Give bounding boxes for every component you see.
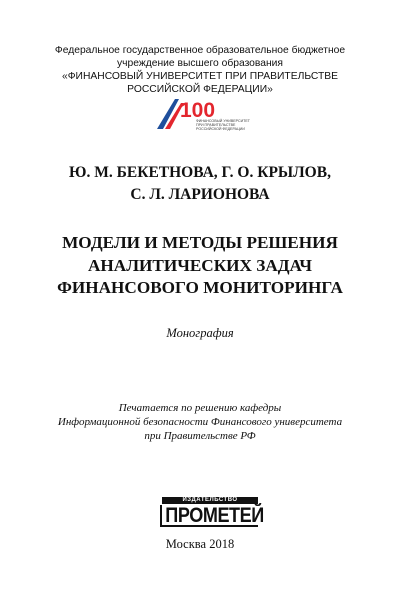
institution-block (0, 44, 400, 96)
book-title (0, 232, 400, 300)
logo-caption-line: РОССИЙСКОЙ ФЕДЕРАЦИИ (196, 127, 245, 131)
logo-caption-line: ПРИ ПРАВИТЕЛЬСТВЕ (196, 123, 236, 127)
note-line: Информационной безопасности Финансового университета (57, 416, 343, 429)
approval-note (0, 401, 400, 444)
institution-line: учреждение высшего образования (116, 58, 283, 69)
publisher-logo (158, 497, 262, 529)
publisher-banner-label: ИЗДАТЕЛЬСТВО (182, 497, 238, 503)
note-line: при Правительстве РФ (144, 430, 256, 443)
authors-block (0, 162, 400, 206)
note-line: Печатается по решению кафедры (118, 402, 282, 414)
institution-name: РОССИЙСКОЙ ФЕДЕРАЦИИ» (127, 84, 273, 95)
logo-number: 100 (180, 99, 216, 122)
institution-name: «ФИНАНСОВЫЙ УНИВЕРСИТЕТ ПРИ ПРАВИТЕЛЬСТВЕ (62, 71, 338, 82)
title-line: ФИНАНСОВОГО МОНИТОРИНГА (57, 278, 343, 297)
logo-caption (196, 119, 250, 131)
authors-line: Ю. М. БЕКЕТНОВА, Г. О. КРЫЛОВ, (69, 164, 331, 181)
logo-caption-line: ФИНАНСОВЫЙ УНИВЕРСИТЕТ (196, 119, 250, 123)
university-anniversary-logo (155, 97, 251, 131)
title-line: АНАЛИТИЧЕСКИХ ЗАДАЧ (88, 255, 312, 275)
publisher-name: ПРОМЕТЕЙ (165, 504, 264, 527)
title-line: МОДЕЛИ И МЕТОДЫ РЕШЕНИЯ (62, 233, 338, 252)
imprint-city-year: Москва 2018 (165, 537, 235, 551)
genre-label: Монография (166, 326, 234, 340)
authors-line: С. Л. ЛАРИОНОВА (130, 186, 270, 203)
institution-line: Федеральное государственное образовательное бюджетное (54, 45, 346, 56)
